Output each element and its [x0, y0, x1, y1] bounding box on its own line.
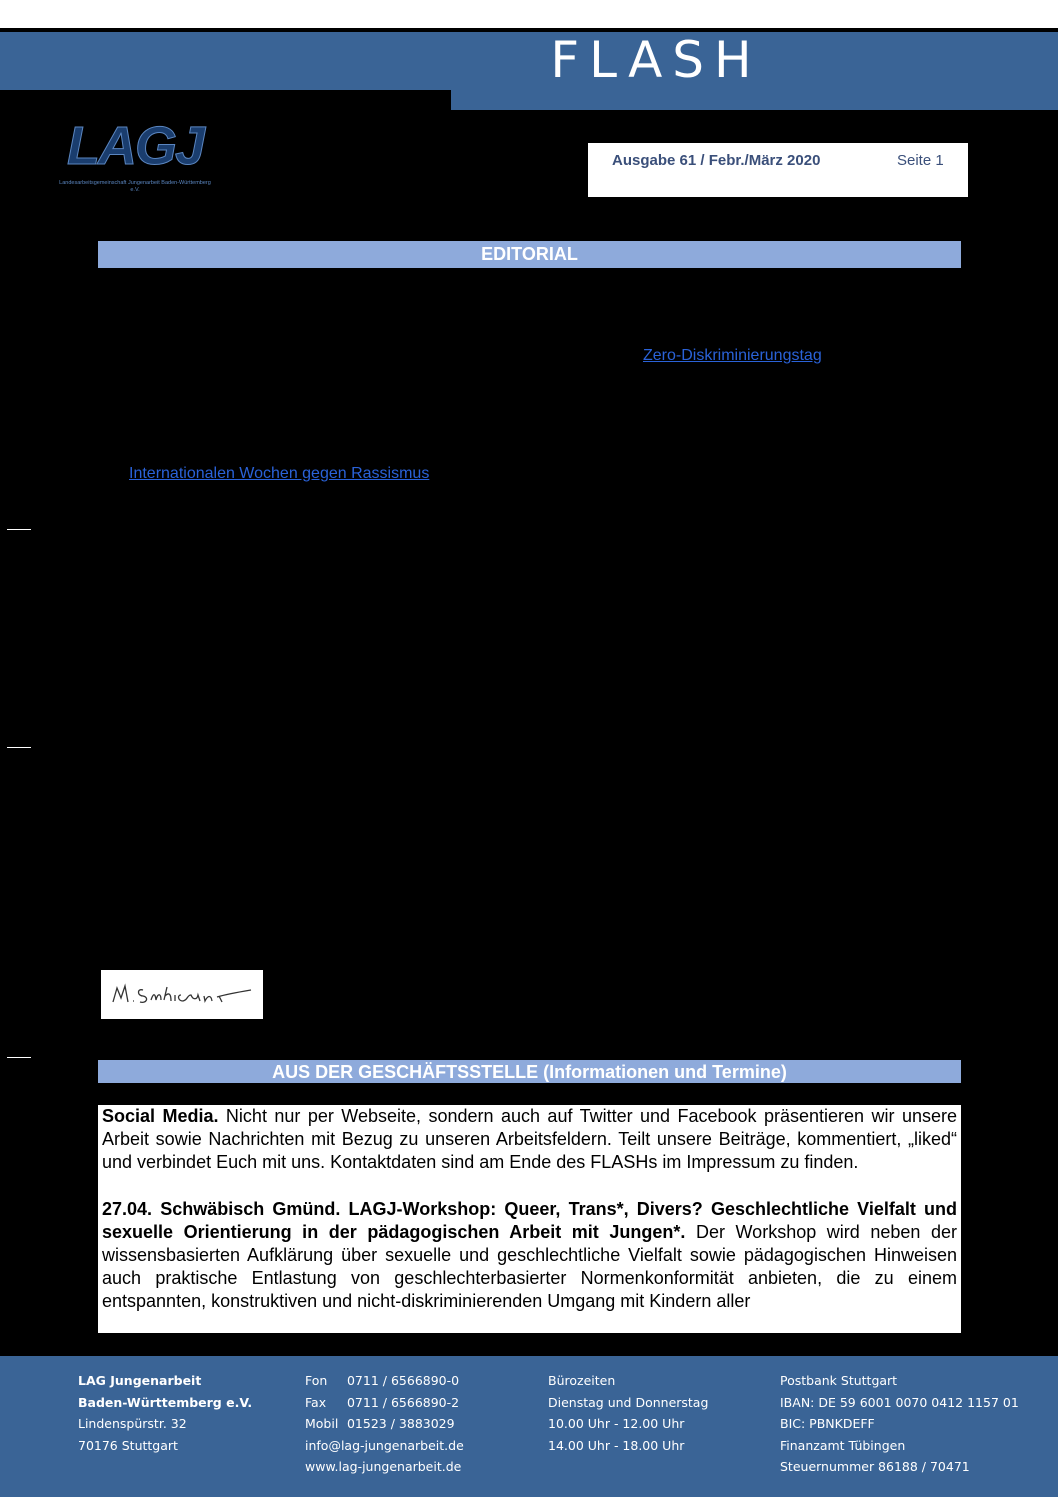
footer-address — [78, 1370, 252, 1456]
footer-org-name: LAG Jungenarbeit — [78, 1373, 202, 1388]
top-white-strip — [0, 0, 1058, 28]
bank-iban: IBAN: DE 59 6001 0070 0412 1157 01 — [780, 1394, 1019, 1410]
office-heading — [98, 1060, 961, 1083]
footer — [0, 1356, 1058, 1497]
phone-label: Fon — [305, 1373, 328, 1388]
zero-discrimination-day-link[interactable]: Zero-Diskriminierungstag — [643, 347, 822, 364]
bank-name: Postbank Stuttgart — [780, 1373, 898, 1388]
office-heading-sub: (Informationen und Termine) — [538, 1062, 787, 1082]
social-media-text: Nicht nur per Webseite, sondern auch auf Twitter und Facebook präsentieren wir unsere Arbeit sowie Nachrichten mit Bezug zu unseren Arbeitsfeldern. Teilt unsere Beiträge, kommentiert, „liked“ und verbindet Euch mit uns. Kontaktdaten sind am Ende des FLASHs im Impressum zu finden. — [102, 1106, 957, 1172]
margin-mark — [7, 747, 31, 748]
issue-info-box — [588, 143, 968, 197]
footer-contact — [305, 1370, 464, 1478]
phone-value: 0711 / 6566890-0 — [346, 1373, 460, 1388]
footer-phone — [305, 1370, 464, 1392]
mobile-value: 01523 / 3883029 — [346, 1416, 455, 1431]
workshop-item — [98, 1198, 961, 1313]
logo-subtitle: Landesarbeitsgemeinschaft Jungenarbeit Baden-Württemberg e.V. — [59, 180, 211, 193]
footer-org-region: Baden-Württemberg e.V. — [78, 1394, 253, 1410]
mobile-label: Mobil — [305, 1416, 339, 1431]
footer-web-link[interactable]: www.lag-jungenarbeit.de — [305, 1459, 462, 1474]
fax-label: Fax — [305, 1394, 327, 1410]
footer-street: Lindenspürstr. 32 — [78, 1416, 187, 1431]
hours-days: Dienstag und Donnerstag — [548, 1394, 709, 1410]
page-number: Seite 1 — [897, 152, 944, 169]
fax-value: 0711 / 6566890-2 — [346, 1394, 460, 1410]
lagj-logo — [57, 114, 213, 198]
tax-office: Finanzamt Tübingen — [780, 1437, 906, 1453]
footer-office-hours — [548, 1370, 708, 1456]
social-media-item — [98, 1105, 961, 1174]
hours-morning: 10.00 Uhr - 12.00 Uhr — [548, 1416, 685, 1431]
footer-mobile — [305, 1413, 464, 1435]
bank-bic: BIC: PBNKDEFF — [780, 1416, 875, 1431]
footer-email-link[interactable]: info@lag-jungenarbeit.de — [305, 1437, 464, 1453]
footer-fax — [305, 1392, 464, 1414]
issue-number: Ausgabe 61 / Febr./März 2020 — [612, 152, 821, 169]
signature-image — [101, 970, 263, 1019]
footer-bank — [780, 1370, 1019, 1478]
workshop-lead: 27.04. Schwäbisch Gmünd. LAGJ-Workshop: Queer, Trans*, Divers? Geschlechtliche Vielfalt und sexuelle Orientierung in der pädagogischen Arbeit mit Jungen*. — [102, 1199, 957, 1242]
tax-number: Steuernummer 86188 / 70471 — [780, 1459, 970, 1474]
social-media-lead: Social Media. — [102, 1106, 219, 1126]
header-band-step — [451, 90, 1058, 110]
workshop-text: Der Workshop wird neben der wissensbasierten Aufklärung über sexuelle und geschlechtliche Vielfalt sowie pädagogischen Hinweisen auch praktische Entlastung von geschlechterbasierter Normenkonformität anbieten, die zu einem entspannten, konstruktiven und nicht-diskriminierenden Umgang mit Kindern aller — [102, 1222, 957, 1311]
office-heading-main: AUS DER GESCHÄFTSSTELLE — [272, 1062, 539, 1082]
logo-wordmark: LAGJ — [67, 116, 204, 176]
newsletter-title: FLASH — [550, 31, 762, 89]
signature-drawing — [101, 970, 263, 1019]
margin-mark — [7, 529, 31, 530]
editorial-heading: EDITORIAL — [98, 241, 961, 268]
office-news-box — [98, 1105, 961, 1333]
footer-city: 70176 Stuttgart — [78, 1437, 178, 1453]
hours-afternoon: 14.00 Uhr - 18.00 Uhr — [548, 1437, 685, 1453]
weeks-against-racism-link[interactable]: Internationalen Wochen gegen Rassismus — [129, 465, 430, 482]
margin-mark — [7, 1057, 31, 1058]
hours-title: Bürozeiten — [548, 1373, 616, 1388]
